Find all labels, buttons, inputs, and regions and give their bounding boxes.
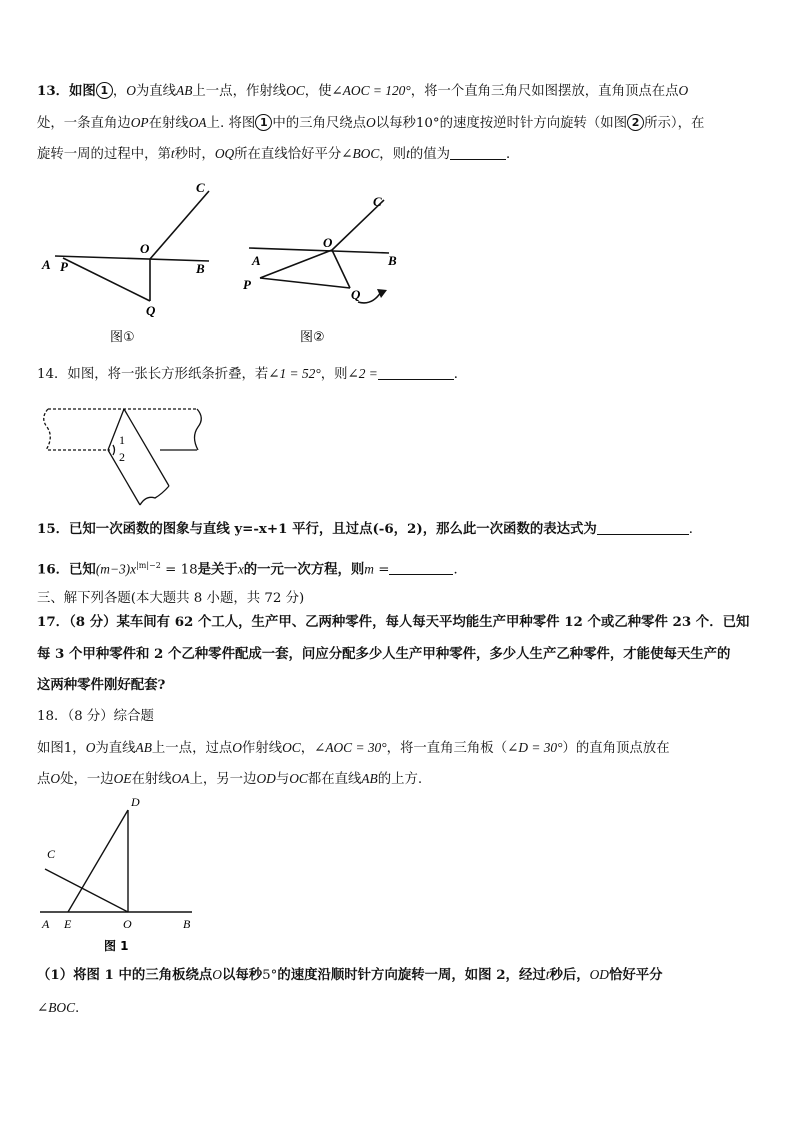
q18-sub1-line-2: ∠BOC. — [37, 1000, 80, 1016]
fig1-label-Q: Q — [146, 303, 156, 318]
q14-label-2: 2 — [119, 450, 125, 464]
fig2-caption: 图② — [300, 330, 325, 345]
q16-line: 16．已知$(m-3)x^{|m|-2} = 18$是关于x的一元一次方程，则m = ． — [37, 561, 467, 578]
fig1-label-A: A — [42, 257, 51, 272]
fig-label-A: A — [42, 917, 50, 931]
svg-text:O: O — [323, 235, 333, 250]
svg-text:Q: Q — [351, 287, 361, 302]
rotation-arrow-icon — [377, 289, 387, 298]
section-heading: 三、解下列各题(本大题共 8 小题，共 72 分) — [37, 591, 305, 606]
q17-line-1: 17．（8 分）某车间有 62 个工人，生产甲、乙两种零件，每人每天平均能生产甲种零件 12 个或乙种零件 23 个．已知 — [37, 614, 750, 630]
q15-line: 15．已知一次函数的图象与直线 y=-x+1 平行，且过点(-6，2)，那么此一次函数的表达式为 ． — [37, 521, 703, 537]
fig1-label-O: O — [140, 241, 150, 256]
answer-blank[interactable] — [389, 560, 453, 575]
q18-title: 18．（8 分）综合题 — [37, 709, 154, 724]
figure-2 — [249, 200, 389, 303]
q14-line: 14．如图，将一张长方形纸条折叠，若∠1 = 52°，则∠2 = ． — [37, 366, 468, 382]
answer-blank[interactable] — [450, 145, 506, 160]
q13-line-2: 处，一条直角边OP在射线OA上. 将图 1 中的三角尺绕点O以每秒10°的速度按逆时针方向旋转（如图 2 所示），在 — [37, 115, 705, 131]
fig-label-D: D — [131, 795, 140, 809]
fig1-caption: 图① — [110, 330, 135, 345]
fig-label-C: C — [47, 847, 56, 861]
q13-line-3: 旋转一周的过程中，第t秒时，OQ所在直线恰好平分∠BOC，则t的值为 ． — [37, 146, 520, 162]
circle-number-1: 1 — [255, 114, 272, 131]
fig1-label-C: C — [196, 180, 205, 195]
q18-line-1: 如图1，O为直线AB上一点，过点O作射线OC，∠AOC = 30°，将一直角三角板（∠D = 30°）的直角顶点放在 — [37, 740, 670, 756]
q18-sub1-line-1: （1）将图 1 中的三角板绕点O以每秒5°的速度沿顺时针方向旋转一周，如图 2，经过t秒后，OD恰好平分 — [37, 967, 663, 983]
svg-text:P: P — [243, 277, 251, 292]
svg-text:A: A — [252, 253, 261, 268]
fig1-label-P: P — [60, 259, 68, 274]
q17-line-2: 每 3 个甲种零件和 2 个乙种零件配成一套，问应分配多少人生产甲种零件，多少人生产乙种零件，才能使每天生产的 — [37, 646, 731, 662]
figure-1 — [55, 191, 209, 301]
q14-label-1: 1 — [119, 433, 125, 447]
svg-text:C: C — [373, 194, 382, 209]
q17-line-3: 这两种零件刚好配套? — [37, 677, 166, 693]
fig-caption: 图 1 — [104, 939, 129, 953]
answer-blank[interactable] — [378, 365, 454, 380]
circle-number-1: 1 — [96, 82, 113, 99]
svg-text:B: B — [388, 253, 397, 268]
fig-label-O: O — [123, 917, 132, 931]
q18-line-2: 点O处，一边OE在射线OA上，另一边OD与OC都在直线AB的上方. — [37, 771, 423, 787]
answer-blank[interactable] — [597, 520, 689, 535]
q13-line-1: 13．如图 1 ，O为直线AB上一点，作射线OC，使∠AOC = 120°，将一个直角三角尺如图摆放，直角顶点在点O — [37, 83, 689, 99]
circle-number-2: 2 — [627, 114, 644, 131]
fig-label-E: E — [64, 917, 72, 931]
fig1-label-B: B — [196, 261, 205, 276]
fig-label-B: B — [183, 917, 191, 931]
